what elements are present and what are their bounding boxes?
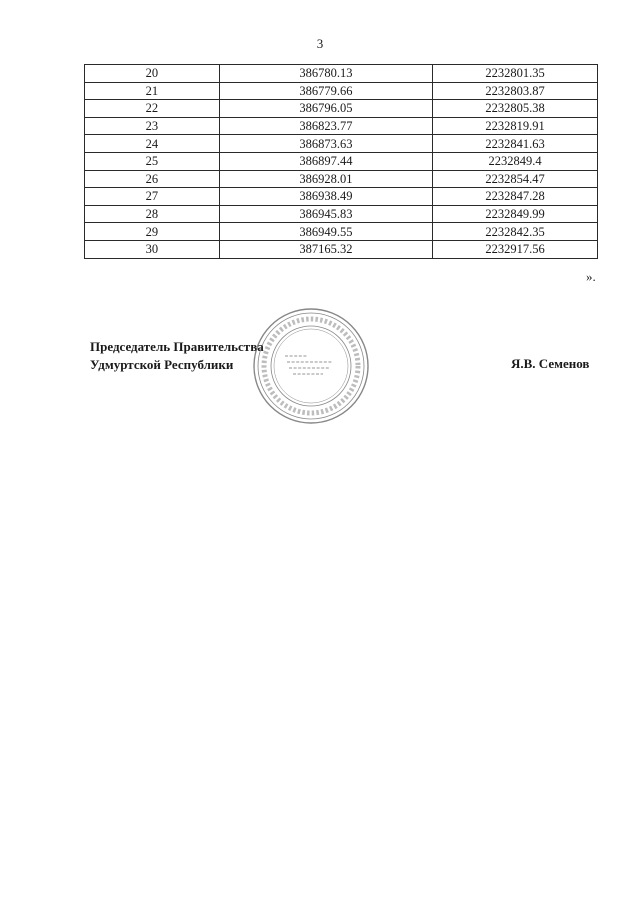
table-row (85, 240, 598, 258)
y-coordinate-cell: 2232841.63 (433, 135, 598, 153)
x-coordinate-cell: 386823.77 (219, 117, 432, 135)
y-coordinate-cell: 2232917.56 (433, 240, 598, 258)
point-number-cell: 20 (85, 65, 220, 83)
y-coordinate-cell: 2232854.47 (433, 170, 598, 188)
x-coordinate-cell: 386780.13 (219, 65, 432, 83)
point-number-cell: 22 (85, 100, 220, 118)
table-row (85, 152, 598, 170)
coordinates-table-body (85, 65, 598, 259)
point-number-cell: 26 (85, 170, 220, 188)
x-coordinate-cell: 387165.32 (219, 240, 432, 258)
x-coordinate-cell: 386779.66 (219, 82, 432, 100)
signature-title-line1: Председатель Правительства (90, 339, 264, 354)
page-number: 3 (316, 36, 324, 51)
table-row (85, 65, 598, 83)
y-coordinate-cell: 2232805.38 (433, 100, 598, 118)
point-number-cell: 27 (85, 188, 220, 206)
x-coordinate-cell: 386928.01 (219, 170, 432, 188)
y-coordinate-cell: 2232849.4 (433, 152, 598, 170)
coordinates-table (84, 64, 598, 259)
signature-title-line2: Удмуртской Республики (90, 357, 234, 372)
official-seal-icon (251, 306, 371, 426)
x-coordinate-cell: 386945.83 (219, 205, 432, 223)
x-coordinate-cell: 386796.05 (219, 100, 432, 118)
point-number-cell: 21 (85, 82, 220, 100)
y-coordinate-cell: 2232801.35 (433, 65, 598, 83)
table-row (85, 170, 598, 188)
closing-quote: ». (586, 269, 596, 284)
table-row (85, 117, 598, 135)
point-number-cell: 29 (85, 223, 220, 241)
point-number-cell: 30 (85, 240, 220, 258)
table-row (85, 82, 598, 100)
point-number-cell: 23 (85, 117, 220, 135)
y-coordinate-cell: 2232847.28 (433, 188, 598, 206)
point-number-cell: 28 (85, 205, 220, 223)
y-coordinate-cell: 2232803.87 (433, 82, 598, 100)
table-row (85, 205, 598, 223)
table-row (85, 100, 598, 118)
table-row (85, 188, 598, 206)
signatory-name: Я.В. Семенов (511, 356, 590, 371)
x-coordinate-cell: 386949.55 (219, 223, 432, 241)
point-number-cell: 24 (85, 135, 220, 153)
y-coordinate-cell: 2232849.99 (433, 205, 598, 223)
point-number-cell: 25 (85, 152, 220, 170)
table-row (85, 135, 598, 153)
table-row (85, 223, 598, 241)
x-coordinate-cell: 386873.63 (219, 135, 432, 153)
signature-title (90, 338, 264, 374)
x-coordinate-cell: 386938.49 (219, 188, 432, 206)
y-coordinate-cell: 2232819.91 (433, 117, 598, 135)
y-coordinate-cell: 2232842.35 (433, 223, 598, 241)
x-coordinate-cell: 386897.44 (219, 152, 432, 170)
